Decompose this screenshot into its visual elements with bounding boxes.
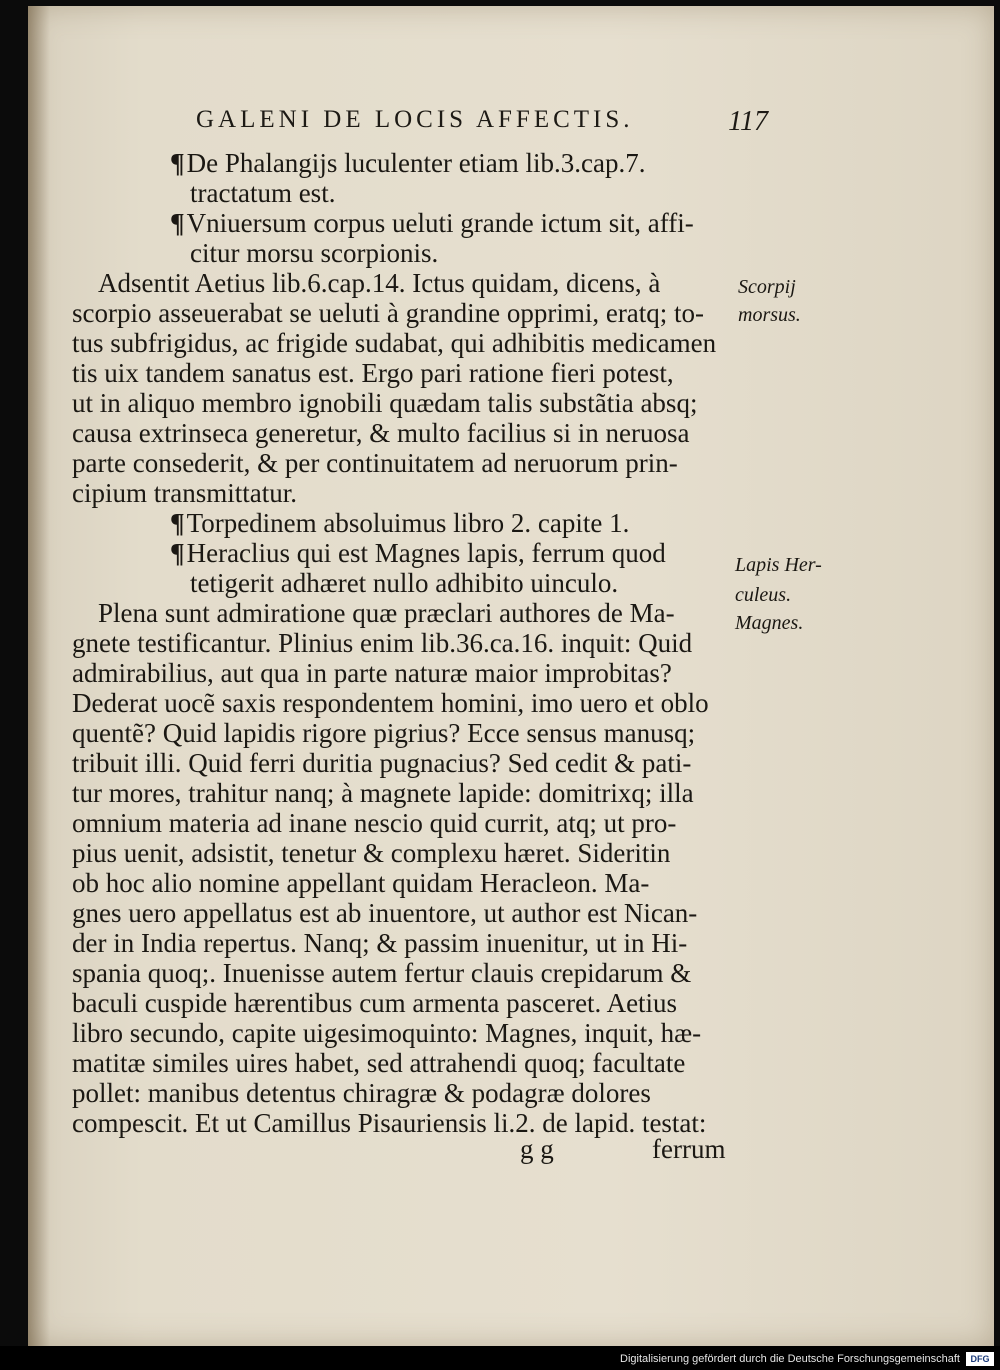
text-line — [72, 658, 672, 688]
text-line — [72, 838, 670, 868]
text-line-content: scorpio asseuerabat se ueluti à grandine opprimi, eratq; to- — [72, 298, 705, 328]
text-line-content: quentẽ? Quid lapidis rigore pigrius? Ecce sensus manusq; — [72, 718, 696, 748]
text-line — [72, 958, 691, 988]
text-line — [72, 448, 678, 478]
text-line — [72, 358, 674, 388]
paragraph-mark-icon: ¶ — [170, 508, 185, 538]
book-page — [28, 6, 994, 1346]
text-line — [190, 568, 618, 598]
running-title: GALENI DE LOCIS AFFECTIS. — [196, 106, 634, 133]
text-line-content: Vniuersum corpus ueluti grande ictum sit, affi- — [186, 208, 694, 238]
text-line-content: pollet: manibus detentus chiragræ & podagræ dolores — [72, 1078, 651, 1108]
text-line — [98, 598, 675, 628]
text-line-content: tur mores, trahitur nanq; à magnete lapide: domitrixq; illa — [72, 778, 694, 808]
text-line — [98, 268, 660, 298]
text-line — [72, 388, 697, 418]
text-line — [72, 898, 697, 928]
text-line-content: spania quoq;. Inuenisse autem fertur clauis crepidarum & — [72, 958, 692, 988]
marginal-note: morsus. — [738, 304, 801, 326]
text-line-content: tis uix tandem sanatus est. Ergo pari ratione fieri potest, — [72, 358, 674, 388]
text-line — [72, 418, 689, 448]
text-line — [72, 628, 692, 658]
dfg-logo: DFG — [966, 1352, 994, 1366]
text-line — [170, 208, 694, 238]
funding-credit: Digitalisierung gefördert durch die Deutsche Forschungsgemeinschaft — [620, 1353, 960, 1365]
text-line-content: compescit. Et ut Camillus Pisauriensis li.2. de lapid. testat: — [72, 1108, 707, 1138]
text-line-content: libro secundo, capite uigesimoquinto: Magnes, inquit, hæ- — [72, 1018, 702, 1048]
text-line-content: baculi cuspide hærentibus cum armenta pasceret. Aetius — [72, 988, 678, 1018]
text-line-content: Torpedinem absoluimus libro 2. capite 1. — [186, 508, 630, 538]
text-line-content: pius uenit, adsistit, tenetur & complexu hæret. Sideritin — [72, 838, 671, 868]
text-line — [72, 298, 704, 328]
text-line — [190, 178, 335, 208]
text-line-content: Heraclius qui est Magnes lapis, ferrum quod — [186, 538, 666, 568]
paragraph-mark-icon: ¶ — [170, 538, 185, 568]
text-line-content: tetigerit adhæret nullo adhibito uinculo. — [190, 568, 619, 598]
text-line-content: matitæ similes uires habet, sed attrahendi quoq; facultate — [72, 1048, 686, 1078]
marginal-note: Magnes. — [735, 612, 804, 634]
text-line — [170, 508, 629, 538]
text-line — [72, 748, 691, 778]
text-line — [72, 1108, 706, 1138]
signature-mark: g g — [520, 1134, 554, 1164]
text-line-content: der in India repertus. Nanq; & passim inuenitur, ut in Hi- — [72, 928, 688, 958]
text-line — [190, 238, 438, 268]
text-line-content: admirabilius, aut qua in parte naturæ maior improbitas? — [72, 658, 672, 688]
text-line-content: Plena sunt admiratione quæ præclari authores de Ma- — [98, 598, 675, 628]
text-line-content: causa extrinseca generetur, & multo facilius si in neruosa — [72, 418, 690, 448]
marginal-note: culeus. — [735, 584, 792, 606]
text-line — [72, 1078, 651, 1108]
text-line-content: tribuit illi. Quid ferri duritia pugnacius? Sed cedit & pati- — [72, 748, 692, 778]
running-header — [196, 106, 776, 140]
text-line-content: De Phalangijs luculenter etiam lib.3.cap.7. — [186, 148, 646, 178]
text-line — [72, 1018, 701, 1048]
text-line — [170, 148, 645, 178]
text-line — [170, 538, 666, 568]
text-line — [72, 688, 709, 718]
catchword: ferrum — [652, 1134, 726, 1164]
text-line — [72, 328, 716, 358]
text-line-content: parte consederit, & per continuitatem ad neruorum prin- — [72, 448, 678, 478]
text-line-content: tractatum est. — [190, 178, 336, 208]
text-line-content: ut in aliquo membro ignobili quædam talis substãtia absq; — [72, 388, 698, 418]
marginal-note: Lapis Her- — [735, 554, 822, 576]
paragraph-mark-icon: ¶ — [170, 208, 185, 238]
text-line — [72, 1048, 685, 1078]
text-line — [72, 478, 297, 508]
text-line-content: tus subfrigidus, ac frigide sudabat, qui adhibitis medicamen — [72, 328, 717, 358]
text-line-content: gnete testificantur. Plinius enim lib.36.ca.16. inquit: Quid — [72, 628, 693, 658]
text-line — [72, 868, 649, 898]
paragraph-mark-icon: ¶ — [170, 148, 185, 178]
text-line-content: omnium materia ad inane nescio quid currit, atq; ut pro- — [72, 808, 677, 838]
text-line — [72, 928, 687, 958]
marginal-note: Scorpij — [738, 276, 796, 298]
text-line — [72, 718, 695, 748]
text-line — [72, 808, 676, 838]
footer-bar — [0, 1346, 1000, 1370]
text-line — [72, 778, 694, 808]
page-number: 117 — [728, 106, 768, 137]
text-line-content: ob hoc alio nomine appellant quidam Heracleon. Ma- — [72, 868, 650, 898]
text-line-content: cipium transmittatur. — [72, 478, 297, 508]
text-line-content: Adsentit Aetius lib.6.cap.14. Ictus quidam, dicens, à — [98, 268, 661, 298]
text-line — [72, 988, 677, 1018]
text-line-content: citur morsu scorpionis. — [190, 238, 439, 268]
text-line-content: gnes uero appellatus est ab inuentore, ut author est Nican- — [72, 898, 698, 928]
text-line-content: Dederat uocẽ saxis respondentem homini, imo uero et oblo — [72, 688, 709, 718]
